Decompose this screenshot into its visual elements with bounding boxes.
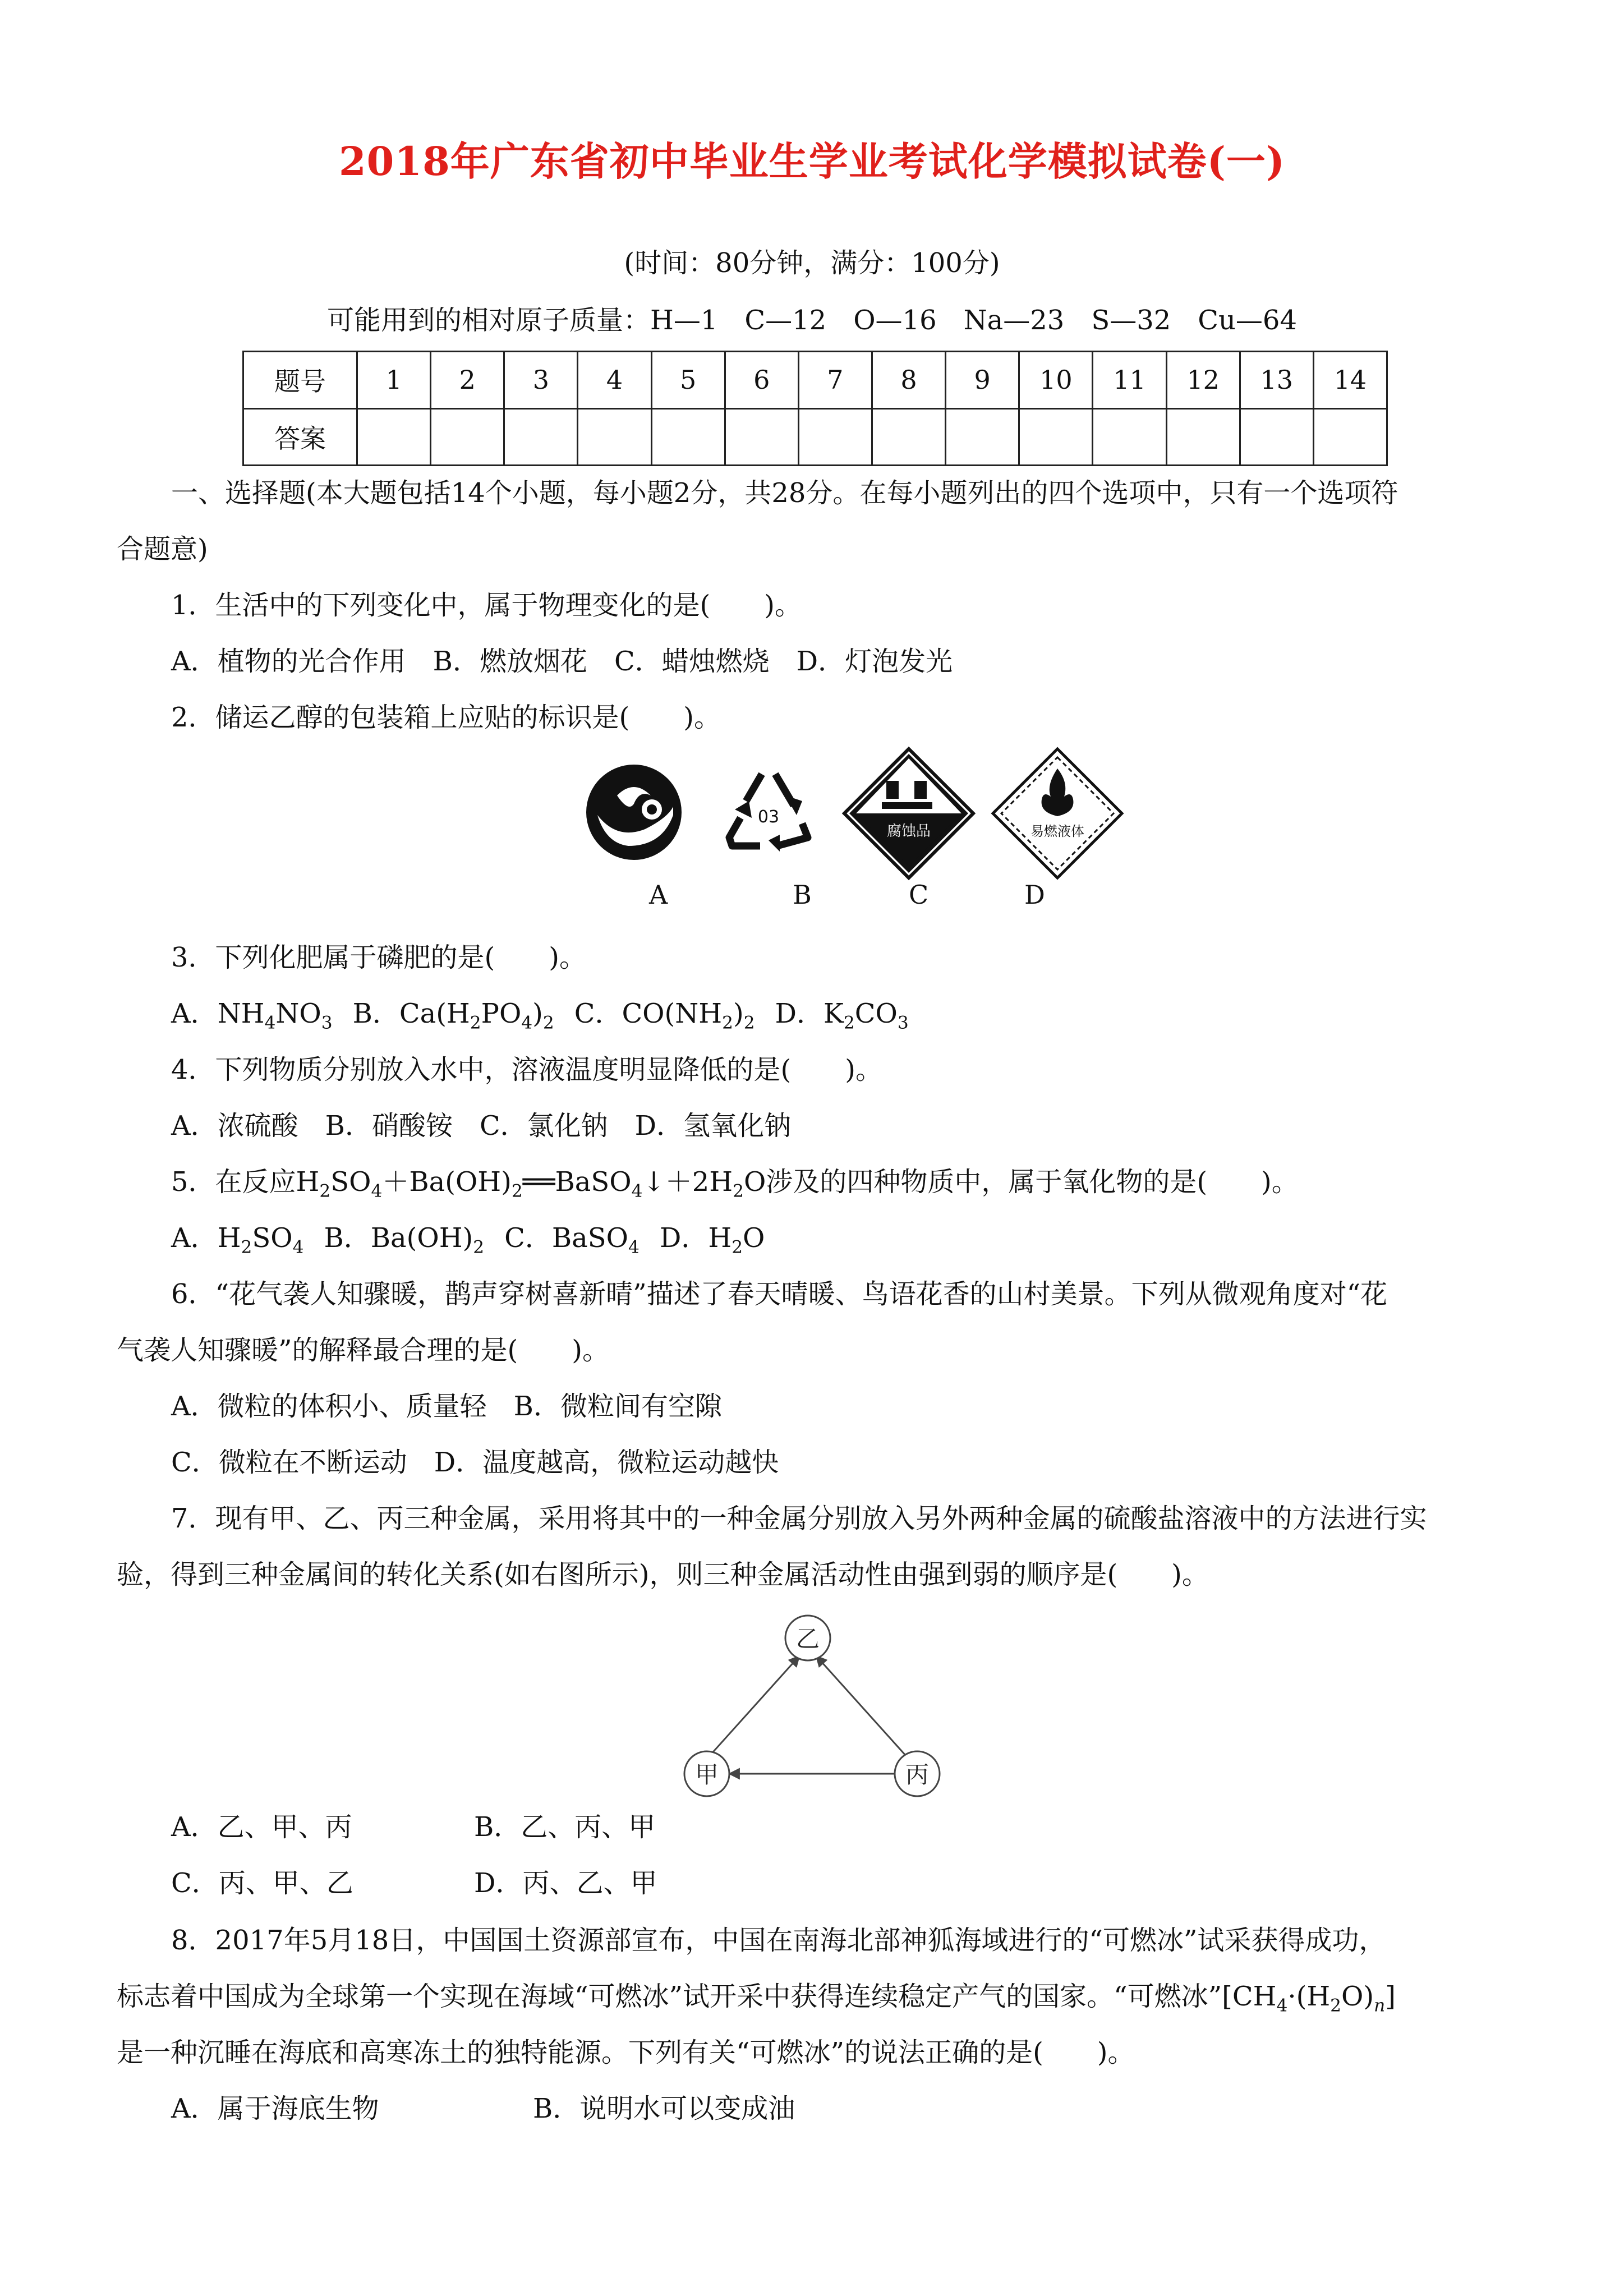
question-8-option-a: A．属于海底生物 (171, 2093, 379, 2124)
answer-cell[interactable] (651, 408, 725, 466)
sign-d-flammable-icon (990, 746, 1125, 881)
sign-c-text: 腐蚀品 (886, 823, 931, 840)
answer-cell[interactable] (1093, 408, 1166, 466)
sign-label-b: B (793, 880, 812, 910)
question-6-line2: 气袭人知骤暖”的解释最合理的是( )。 (117, 1335, 609, 1366)
answer-cell[interactable] (1240, 408, 1313, 466)
atomic-masses: 可能用到的相对原子质量：H—1 C—12 O—16 Na—23 S—32 Cu—64 (326, 305, 1297, 336)
table-number-cell: 5 (651, 352, 725, 409)
question-7-line1: 7．现有甲、乙、丙三种金属，采用将其中的一种金属分别放入另外两种金属的硫酸盐溶液中的方法进行实 (171, 1503, 1427, 1534)
table-number-cell: 13 (1240, 352, 1313, 409)
exam-info: (时间：80分钟，满分：100分) (624, 247, 1000, 279)
question-5-stem: 5．在反应$H_2SO_4+Ba(OH)_2══BaSO_4↓+2H_2O$涉及的四种物质中，属于氧化物的是( )。 (171, 1166, 1299, 1202)
question-6-options-line1: A．微粒的体积小、质量轻 B．微粒间有空隙 (171, 1391, 722, 1422)
answer-cell[interactable] (946, 408, 1019, 466)
question-1-options: A．植物的光合作用 B．燃放烟花 C．蜡烛燃烧 D．灯泡发光 (171, 646, 953, 677)
question-5-options: A．$H_2SO_4$ B．$Ba(OH)_2$ C．BaSO$_4$ D．$H_2O$ (171, 1222, 765, 1258)
question-7-option-d: D．丙、乙、甲 (474, 1867, 657, 1899)
answer-cell[interactable] (1313, 408, 1387, 466)
answer-cell[interactable] (357, 408, 431, 466)
question-7-option-c: C．丙、甲、乙 (171, 1867, 353, 1899)
sign-c-corrosive-icon (841, 746, 976, 881)
question-8-line1: 8．2017年5月18日，中国国土资源部宣布，中国在南海北部神狐海域进行的“可燃冰”试采获得成功， (171, 1925, 1386, 1956)
table-number-cell: 14 (1313, 352, 1387, 409)
table-number-cell: 6 (725, 352, 798, 409)
arrow-bing-to-yi (816, 1656, 906, 1756)
table-header-number: 题号 (243, 352, 357, 409)
arrow-jia-to-yi (710, 1656, 799, 1756)
sign-label-d: D (1024, 880, 1045, 910)
question-8-line2: 标志着中国成为全球第一个实现在海域“可燃冰”试开采中获得连续稳定产气的国家。“可燃冰$”[CH_4\cdot(H_2O)_n]$ (117, 1981, 1396, 2016)
question-7-line2: 验，得到三种金属间的转化关系(如右图所示)，则三种金属活动性由强到弱的顺序是( )。 (117, 1559, 1209, 1590)
table-number-cell: 11 (1093, 352, 1166, 409)
section-heading-line1: 一、选择题(本大题包括14个小题，每小题2分，共28分。在每小题列出的四个选项中，只有一个选项符 (171, 477, 1398, 509)
question-4-stem: 4．下列物质分别放入水中，溶液温度明显降低的是( )。 (171, 1054, 882, 1085)
answer-table (242, 351, 1388, 466)
table-number-cell: 12 (1166, 352, 1240, 409)
answer-cell[interactable] (798, 408, 872, 466)
question-6-options-line2: C．微粒在不断运动 D．温度越高，微粒运动越快 (171, 1447, 779, 1478)
answer-cell[interactable] (872, 408, 945, 466)
answer-table-number-row (243, 352, 1387, 409)
answer-cell[interactable] (1019, 408, 1093, 466)
metal-relation-diagram (673, 1610, 965, 1801)
sign-d-text: 易燃液体 (1030, 823, 1084, 839)
table-number-cell: 1 (357, 352, 431, 409)
answer-cell[interactable] (1166, 408, 1240, 466)
question-8-line3: 是一种沉睡在海底和高寒冻土的独特能源。下列有关“可燃冰”的说法正确的是( )。 (117, 2037, 1135, 2068)
answer-table-answer-row (243, 408, 1387, 466)
table-number-cell: 2 (431, 352, 504, 409)
node-jia-label: 甲 (694, 1761, 719, 1788)
table-number-cell: 8 (872, 352, 945, 409)
question-6-line1: 6．“花气袭人知骤暖，鹊声穿树喜新晴”描述了春天晴暖、鸟语花香的山村美景。下列从微观角度对“花 (171, 1278, 1388, 1310)
sign-a-icon (583, 762, 684, 863)
question-7-option-a: A．乙、甲、丙 (171, 1811, 352, 1843)
table-number-cell: 10 (1019, 352, 1093, 409)
table-number-cell: 9 (946, 352, 1019, 409)
sign-label-c: C (909, 880, 929, 910)
question-2-stem: 2．储运乙醇的包装箱上应贴的标识是( )。 (171, 702, 721, 733)
question-8-option-b: B．说明水可以变成油 (533, 2093, 795, 2124)
question-4-options: A．浓硫酸 B．硝酸铵 C．氯化钠 D．氢氧化钠 (171, 1110, 792, 1142)
sign-b-text: 03 (757, 807, 780, 827)
table-number-cell: 3 (504, 352, 578, 409)
sign-b-recycle-icon (718, 762, 819, 863)
question-3-stem: 3．下列化肥属于磷肥的是( )。 (171, 942, 586, 973)
node-bing-label: 丙 (905, 1761, 930, 1788)
answer-cell[interactable] (725, 408, 798, 466)
sign-label-a: A (649, 880, 668, 910)
section-heading-line2: 合题意) (117, 533, 208, 565)
answer-cell[interactable] (504, 408, 578, 466)
table-number-cell: 4 (578, 352, 651, 409)
question-7-option-b: B．乙、丙、甲 (474, 1811, 656, 1843)
answer-cell[interactable] (578, 408, 651, 466)
table-number-cell: 7 (798, 352, 872, 409)
question-1-stem: 1．生活中的下列变化中，属于物理变化的是( )。 (171, 590, 802, 621)
question-3-options: A．$NH_4NO_3$ B．$Ca(H_2PO_4)_2$ C．$CO(NH_2)_2$ D．$K_2CO_3$ (171, 998, 909, 1033)
node-yi-label: 乙 (795, 1625, 820, 1653)
answer-cell[interactable] (431, 408, 504, 466)
page-title: 2018年广东省初中毕业生学业考试化学模拟试卷(一) (338, 138, 1286, 185)
table-header-answer: 答案 (243, 408, 357, 466)
